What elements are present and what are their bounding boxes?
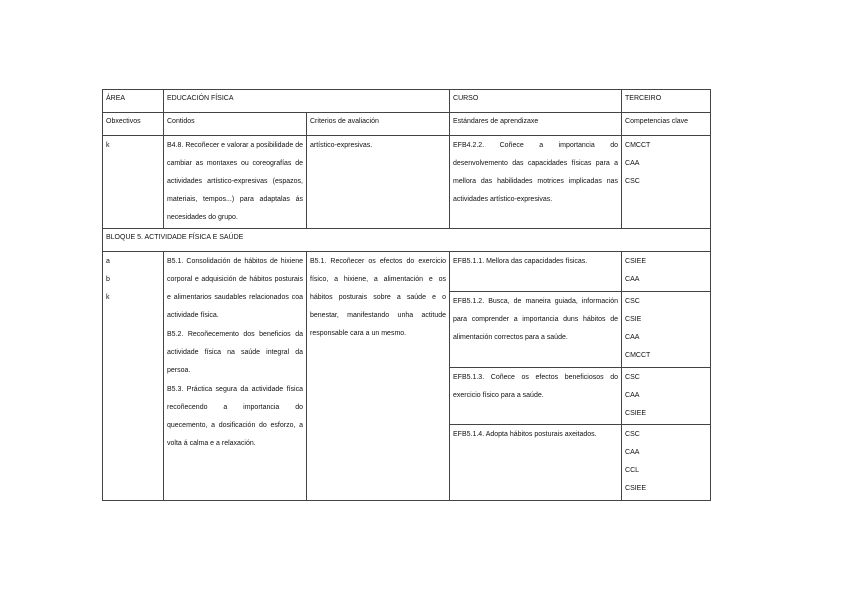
bloque-title-row	[103, 229, 711, 252]
criterio-cell: B5.1. Recoñecer os efectos do exercicio físico, a hixiene, a alimentación e os hábitos posturais sobre a saúde e o benestar, manifestando unha actitude responsable cara a un mesmo.	[307, 252, 450, 501]
header-row	[103, 90, 711, 113]
competencias-cell	[622, 425, 711, 501]
estandar-cell: EFB5.1.1. Mellora das capacidades físicas.	[450, 252, 622, 292]
objectivos-cell	[103, 252, 164, 501]
objectivo-item: a	[106, 258, 110, 265]
contido-item: B5.1. Consolidación de hábitos de hixiene corporal e adquisición de hábitos posturais e alimentarios saudables relacionados coa actividade física.	[167, 258, 303, 319]
objectivo-item: b	[106, 276, 110, 283]
competencia-item: CSC	[625, 178, 640, 185]
criterio-cell: artístico-expresivas.	[307, 136, 450, 229]
competencia-item: CSIE	[625, 316, 642, 323]
table-row	[103, 252, 711, 292]
contido-cell: B4.8. Recoñecer e valorar a posibilidade de cambiar as montaxes ou coreografías de actividades artístico-expresivas (espazos, materiais, tempos...) para adaptalas ás necesidades do grupo.	[164, 136, 307, 229]
objectivo-cell: k	[103, 136, 164, 229]
column-header-objectivos: Obxectivos	[103, 113, 164, 136]
competencias-cell	[622, 136, 711, 229]
column-header-row	[103, 113, 711, 136]
curso-value: TERCEIRO	[622, 90, 711, 113]
estandar-cell: EFB5.1.4. Adopta hábitos posturais axeitados.	[450, 425, 622, 501]
objectivo-item: k	[106, 294, 110, 301]
competencias-cell	[622, 292, 711, 368]
curso-label: CURSO	[450, 90, 622, 113]
competencia-item: CSC	[625, 431, 640, 438]
table-row	[103, 136, 711, 229]
column-header-contidos: Contidos	[164, 113, 307, 136]
competencia-item: CMCCT	[625, 142, 651, 149]
column-header-criterios: Criterios de avaliación	[307, 113, 450, 136]
competencia-item: CAA	[625, 160, 640, 167]
competencia-item: CSIEE	[625, 410, 647, 417]
contido-item: B5.3. Práctica segura da actividade física recoñecendo a importancia do quecemento, a dosificación do esforzo, a volta á calma e a relaxación.	[167, 386, 303, 447]
competencias-cell	[622, 368, 711, 425]
competencia-item: CAA	[625, 334, 640, 341]
competencias-cell	[622, 252, 711, 292]
contidos-cell	[164, 252, 307, 501]
curriculum-table	[102, 89, 711, 501]
competencia-item: CSIEE	[625, 485, 647, 492]
competencia-item: CCL	[625, 467, 640, 474]
competencia-item: CSC	[625, 298, 640, 305]
estandar-cell: EFB4.2.2. Coñece a importancia do desenvolvemento das capacidades físicas para a mellora das habilidades motrices implicadas nas actividades artístico-expresivas.	[450, 136, 622, 229]
area-label: ÁREA	[103, 90, 164, 113]
competencia-item: CSIEE	[625, 258, 647, 265]
contido-item: B5.2. Recoñecemento dos beneficios da actividade física na saúde integral da persoa.	[167, 331, 303, 374]
competencia-item: CAA	[625, 449, 640, 456]
bloque-title: BLOQUE 5. ACTIVIDADE FÍSICA E SAÚDE	[103, 229, 711, 252]
competencia-item: CAA	[625, 392, 640, 399]
column-header-estandares: Estándares de aprendizaxe	[450, 113, 622, 136]
area-value: EDUCACIÓN FÍSICA	[164, 90, 450, 113]
estandar-cell: EFB5.1.3. Coñece os efectos beneficiosos do exercicio físico para a saúde.	[450, 368, 622, 425]
estandar-cell: EFB5.1.2. Busca, de maneira guiada, información para comprender a importancia duns hábitos de alimentación correctos para a saúde.	[450, 292, 622, 368]
competencia-item: CMCCT	[625, 352, 651, 359]
competencia-item: CAA	[625, 276, 640, 283]
competencia-item: CSC	[625, 374, 640, 381]
column-header-competencias: Competencias clave	[622, 113, 711, 136]
